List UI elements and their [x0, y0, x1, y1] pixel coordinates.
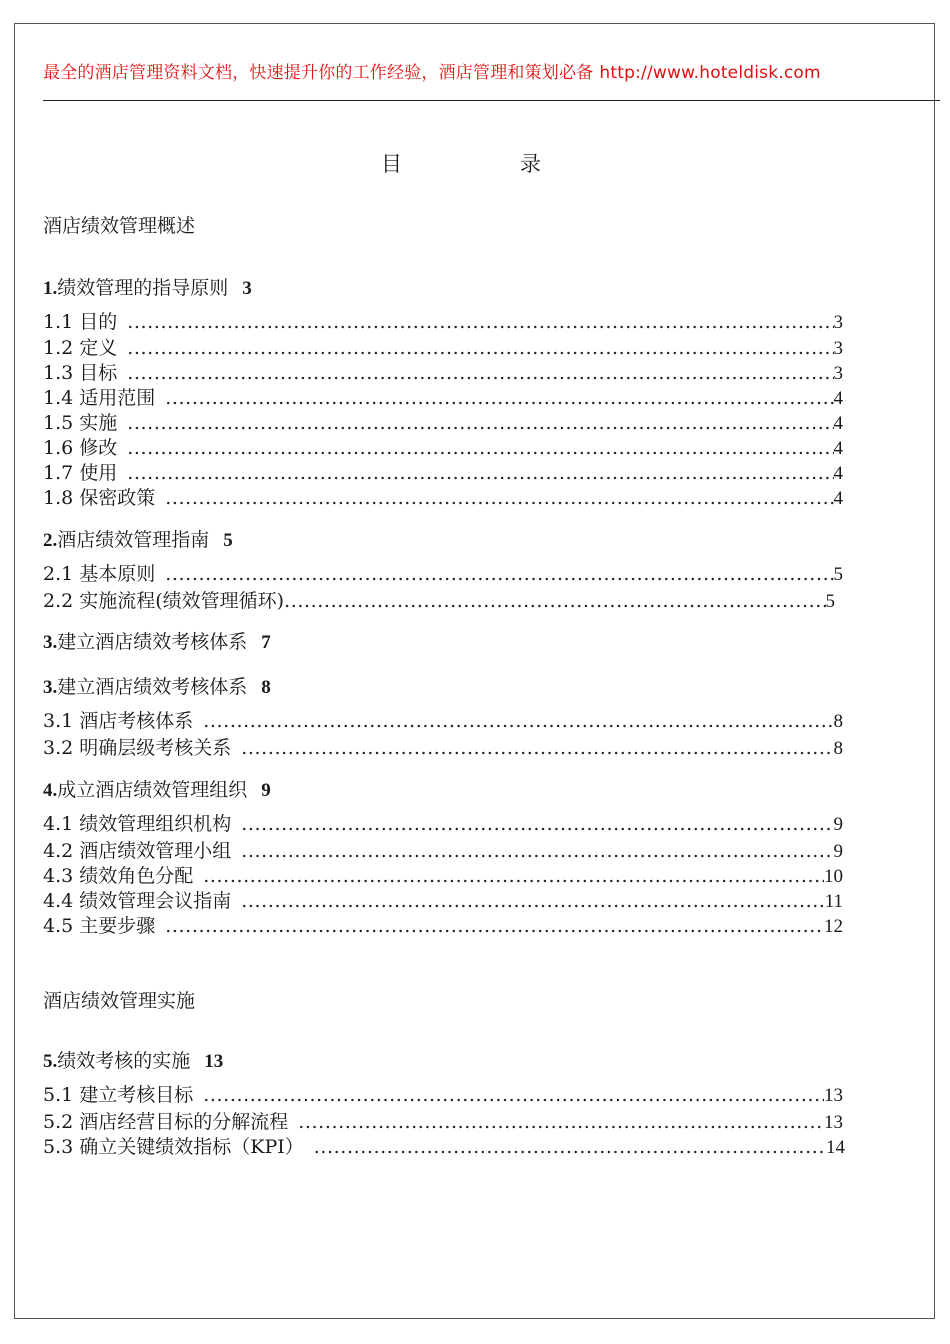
toc-entry-page: 9 — [833, 814, 843, 835]
dot-leader — [165, 487, 833, 509]
toc-entry[interactable] — [43, 458, 843, 482]
toc-entry[interactable] — [43, 333, 843, 357]
section-title: 建立酒店绩效考核体系 — [57, 631, 248, 653]
section-title: 建立酒店绩效考核体系 — [57, 676, 248, 698]
toc-entry-page: 4 — [833, 463, 843, 484]
section-heading[interactable] — [43, 1046, 223, 1073]
toc-entry-label: 1.2 定义 — [43, 337, 118, 359]
toc-entry-label: 3.2 明确层级考核关系 — [43, 737, 232, 759]
toc-entry[interactable] — [43, 586, 835, 610]
dot-leader — [165, 387, 833, 409]
header-url-link[interactable]: http://www.hoteldisk.com — [599, 63, 821, 83]
toc-entry[interactable] — [43, 886, 843, 910]
header-banner-text: 最全的酒店管理资料文档，快速提升你的工作经验，酒店管理和策划必备 — [43, 63, 594, 83]
dot-leader — [241, 840, 833, 862]
section-page: 5 — [223, 530, 233, 551]
toc-entry-page: 3 — [833, 363, 843, 384]
toc-entry-label: 4.4 绩效管理会议指南 — [43, 890, 232, 912]
section-heading[interactable] — [43, 627, 271, 654]
toc-entry[interactable] — [43, 733, 843, 757]
section-page: 13 — [204, 1051, 224, 1072]
dot-leader — [203, 1084, 824, 1106]
section-page: 9 — [261, 780, 271, 801]
toc-entry-page: 8 — [833, 711, 843, 732]
section-number: 1. — [43, 278, 58, 299]
dot-leader — [284, 590, 825, 612]
section-title: 绩效考核的实施 — [57, 1050, 191, 1072]
dot-leader — [241, 737, 833, 759]
dot-leader — [127, 462, 833, 484]
toc-entry-label: 5.3 确立关键绩效指标（KPI） — [43, 1136, 304, 1158]
toc-entry[interactable] — [43, 559, 843, 583]
dot-leader — [298, 1111, 824, 1133]
section-heading[interactable] — [43, 672, 271, 699]
section-heading[interactable] — [43, 775, 271, 802]
part-title-implementation: 酒店绩效管理实施 — [43, 990, 196, 1012]
toc-entry-page: 14 — [826, 1137, 845, 1158]
toc-entry-page: 5 — [833, 564, 843, 585]
toc-entry[interactable] — [43, 307, 843, 331]
toc-entry-label: 4.5 主要步骤 — [43, 915, 156, 937]
toc-entry[interactable] — [43, 358, 843, 382]
header-banner — [43, 58, 821, 83]
dot-leader — [241, 813, 833, 835]
toc-entry-page: 11 — [824, 891, 843, 912]
toc-entry-label: 4.3 绩效角色分配 — [43, 865, 194, 887]
toc-entry-label: 2.1 基本原则 — [43, 563, 156, 585]
part-title-overview: 酒店绩效管理概述 — [43, 215, 196, 237]
dot-leader — [127, 412, 833, 434]
dot-leader — [165, 915, 824, 937]
toc-entry-page: 4 — [833, 488, 843, 509]
toc-entry-label: 5.2 酒店经营目标的分解流程 — [43, 1111, 289, 1133]
toc-entry-label: 1.4 适用范围 — [43, 387, 156, 409]
dot-leader — [127, 311, 833, 333]
toc-entry-page: 13 — [824, 1085, 843, 1106]
section-page: 8 — [261, 677, 271, 698]
toc-entry[interactable] — [43, 861, 843, 885]
dot-leader — [203, 865, 824, 887]
toc-title-char-1: 目 — [381, 152, 402, 176]
toc-entry-page: 9 — [833, 841, 843, 862]
section-number: 5. — [43, 1051, 58, 1072]
toc-entry-label: 1.5 实施 — [43, 412, 118, 434]
toc-entry[interactable] — [43, 383, 843, 407]
toc-entry-label: 1.1 目的 — [43, 311, 118, 333]
toc-entry-label: 1.7 使用 — [43, 462, 118, 484]
section-page: 7 — [261, 632, 271, 653]
toc-entry-page: 10 — [824, 866, 843, 887]
toc-entry-page: 3 — [833, 312, 843, 333]
toc-entry-page: 8 — [833, 738, 843, 759]
toc-title-char-2: 录 — [520, 152, 541, 176]
toc-entry[interactable] — [43, 911, 843, 935]
section-number: 2. — [43, 530, 58, 551]
dot-leader — [241, 890, 824, 912]
dot-leader — [127, 362, 833, 384]
dot-leader — [127, 437, 833, 459]
toc-entry[interactable] — [43, 809, 843, 833]
section-heading[interactable] — [43, 273, 252, 300]
toc-entry-page: 12 — [824, 916, 843, 937]
toc-entry-label: 1.8 保密政策 — [43, 487, 156, 509]
section-number: 3. — [43, 677, 58, 698]
dot-leader — [165, 563, 833, 585]
toc-entry-label: 1.3 目标 — [43, 362, 118, 384]
section-title: 成立酒店绩效管理组织 — [57, 779, 248, 801]
section-title: 绩效管理的指导原则 — [57, 277, 229, 299]
toc-entry[interactable] — [43, 1107, 843, 1131]
toc-entry-label: 4.2 酒店绩效管理小组 — [43, 840, 232, 862]
toc-entry[interactable] — [43, 483, 843, 507]
toc-entry-page: 13 — [824, 1112, 843, 1133]
dot-leader — [314, 1136, 826, 1158]
toc-entry-page: 3 — [833, 338, 843, 359]
toc-entry-page: 5 — [825, 591, 835, 612]
section-number: 3. — [43, 632, 58, 653]
toc-entry[interactable] — [43, 706, 843, 730]
section-title: 酒店绩效管理指南 — [57, 529, 210, 551]
toc-entry[interactable] — [43, 1132, 845, 1156]
section-heading[interactable] — [43, 525, 233, 552]
toc-entry-label: 1.6 修改 — [43, 437, 118, 459]
dot-leader — [203, 710, 833, 732]
section-number: 4. — [43, 780, 58, 801]
toc-entry-page: 4 — [833, 438, 843, 459]
toc-entry-label: 5.1 建立考核目标 — [43, 1084, 194, 1106]
toc-entry-label: 2.2 实施流程(绩效管理循环) — [43, 590, 285, 612]
toc-entry-label: 4.1 绩效管理组织机构 — [43, 813, 232, 835]
toc-entry[interactable] — [43, 433, 843, 457]
header-divider — [43, 100, 940, 101]
section-page: 3 — [242, 278, 252, 299]
toc-entry[interactable] — [43, 836, 843, 860]
toc-entry[interactable] — [43, 1080, 843, 1104]
toc-entry-label: 3.1 酒店考核体系 — [43, 710, 194, 732]
toc-entry-page: 4 — [833, 413, 843, 434]
toc-entry-page: 4 — [833, 388, 843, 409]
toc-entry[interactable] — [43, 408, 843, 432]
dot-leader — [127, 337, 833, 359]
toc-title — [381, 148, 541, 178]
